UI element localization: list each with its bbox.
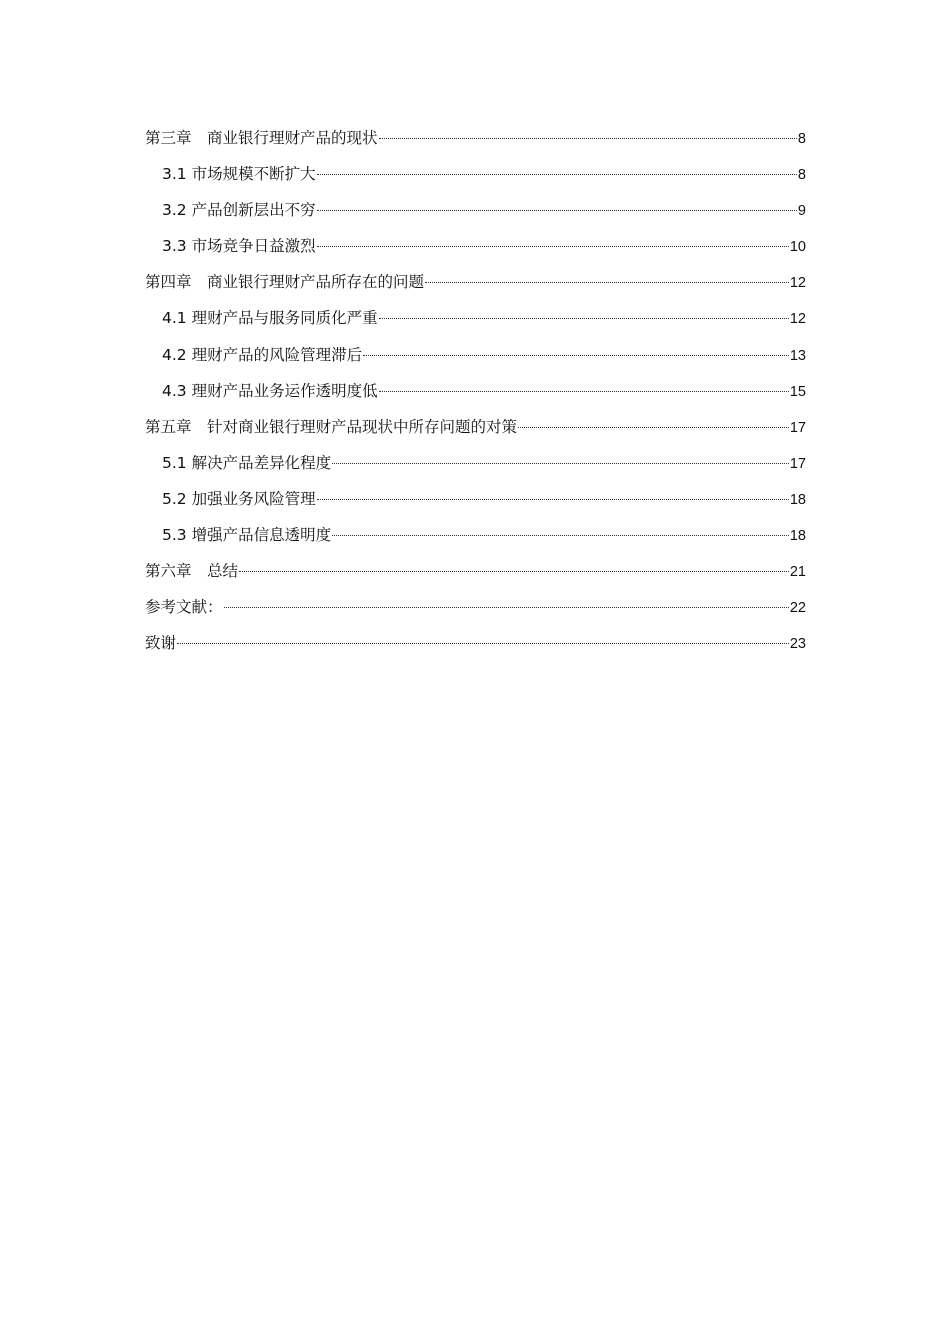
toc-entry-page-number: 17 (789, 419, 806, 436)
toc-entry-title: 参考文献： (145, 598, 223, 617)
toc-entry-title: 第四章 商业银行理财产品所存在的问题 (145, 273, 425, 292)
toc-entry-page-number: 23 (789, 636, 806, 653)
toc-entry-title: 4.3 理财产品业务运作透明度低 (162, 381, 378, 400)
toc-entry-title: 5.3 增强产品信息透明度 (162, 526, 332, 545)
toc-entry-page-number: 18 (789, 528, 806, 545)
toc-entry-page-number: 17 (789, 455, 806, 472)
toc-entry-acknowledgements[interactable] (145, 629, 806, 665)
toc-entry-page-number: 12 (789, 311, 806, 328)
dot-leader (224, 607, 789, 608)
toc-entry-title: 4.1 理财产品与服务同质化严重 (162, 309, 378, 328)
toc-entry-section-4-1[interactable] (145, 304, 806, 340)
toc-entry-section-5-3[interactable] (145, 521, 806, 557)
toc-entry-title: 第三章 商业银行理财产品的现状 (145, 129, 378, 147)
dot-leader (425, 282, 789, 283)
toc-entry-page-number: 18 (789, 491, 806, 508)
toc-entry-title: 4.2 理财产品的风险管理滞后 (162, 345, 363, 364)
toc-entry-title: 5.1 解决产品差异化程度 (162, 453, 332, 472)
toc-entry-section-4-2[interactable] (145, 341, 806, 377)
dot-leader (379, 391, 789, 392)
toc-entry-page-number: 12 (789, 275, 806, 292)
toc-entry-chapter-4[interactable] (145, 268, 806, 304)
toc-entry-title: 5.2 加强业务风险管理 (162, 489, 316, 508)
toc-entry-page-number: 9 (797, 203, 806, 220)
toc-entry-references[interactable] (145, 593, 806, 629)
toc-entry-page-number: 10 (789, 239, 806, 256)
toc-entry-title: 3.3 市场竞争日益激烈 (162, 237, 316, 256)
toc-entry-section-5-2[interactable] (145, 485, 806, 521)
toc-entry-page-number: 15 (789, 383, 806, 400)
dot-leader (332, 463, 789, 464)
toc-entry-chapter-6[interactable] (145, 557, 806, 593)
toc-entry-title: 致谢 (145, 634, 177, 653)
toc-entry-chapter-3[interactable] (145, 124, 806, 160)
toc-entry-section-3-3[interactable] (145, 232, 806, 268)
dot-leader (363, 355, 789, 356)
toc-entry-page-number: 8 (797, 131, 806, 147)
toc-entry-title: 第六章 总结 (145, 562, 239, 581)
toc-entry-page-number: 21 (789, 564, 806, 581)
dot-leader (332, 535, 789, 536)
toc-entry-section-3-1[interactable] (145, 160, 806, 196)
dot-leader (177, 643, 789, 644)
toc-entry-section-5-1[interactable] (145, 449, 806, 485)
toc-entry-title: 3.1 市场规模不断扩大 (162, 165, 316, 184)
toc-entry-section-3-2[interactable] (145, 196, 806, 232)
dot-leader (317, 499, 789, 500)
toc-entry-section-4-3[interactable] (145, 377, 806, 413)
dot-leader (239, 571, 789, 572)
toc-entry-title: 3.2 产品创新层出不穷 (162, 201, 316, 220)
toc-entry-page-number: 8 (797, 167, 806, 184)
toc-entry-title: 第五章 针对商业银行理财产品现状中所存问题的对策 (145, 417, 518, 436)
toc-entry-page-number: 22 (789, 600, 806, 617)
dot-leader (317, 174, 797, 175)
table-of-contents (145, 124, 806, 665)
dot-leader (317, 210, 797, 211)
toc-entry-chapter-5[interactable] (145, 413, 806, 449)
dot-leader (379, 138, 797, 139)
dot-leader (379, 318, 789, 319)
dot-leader (317, 246, 789, 247)
toc-entry-page-number: 13 (789, 347, 806, 364)
dot-leader (518, 427, 789, 428)
